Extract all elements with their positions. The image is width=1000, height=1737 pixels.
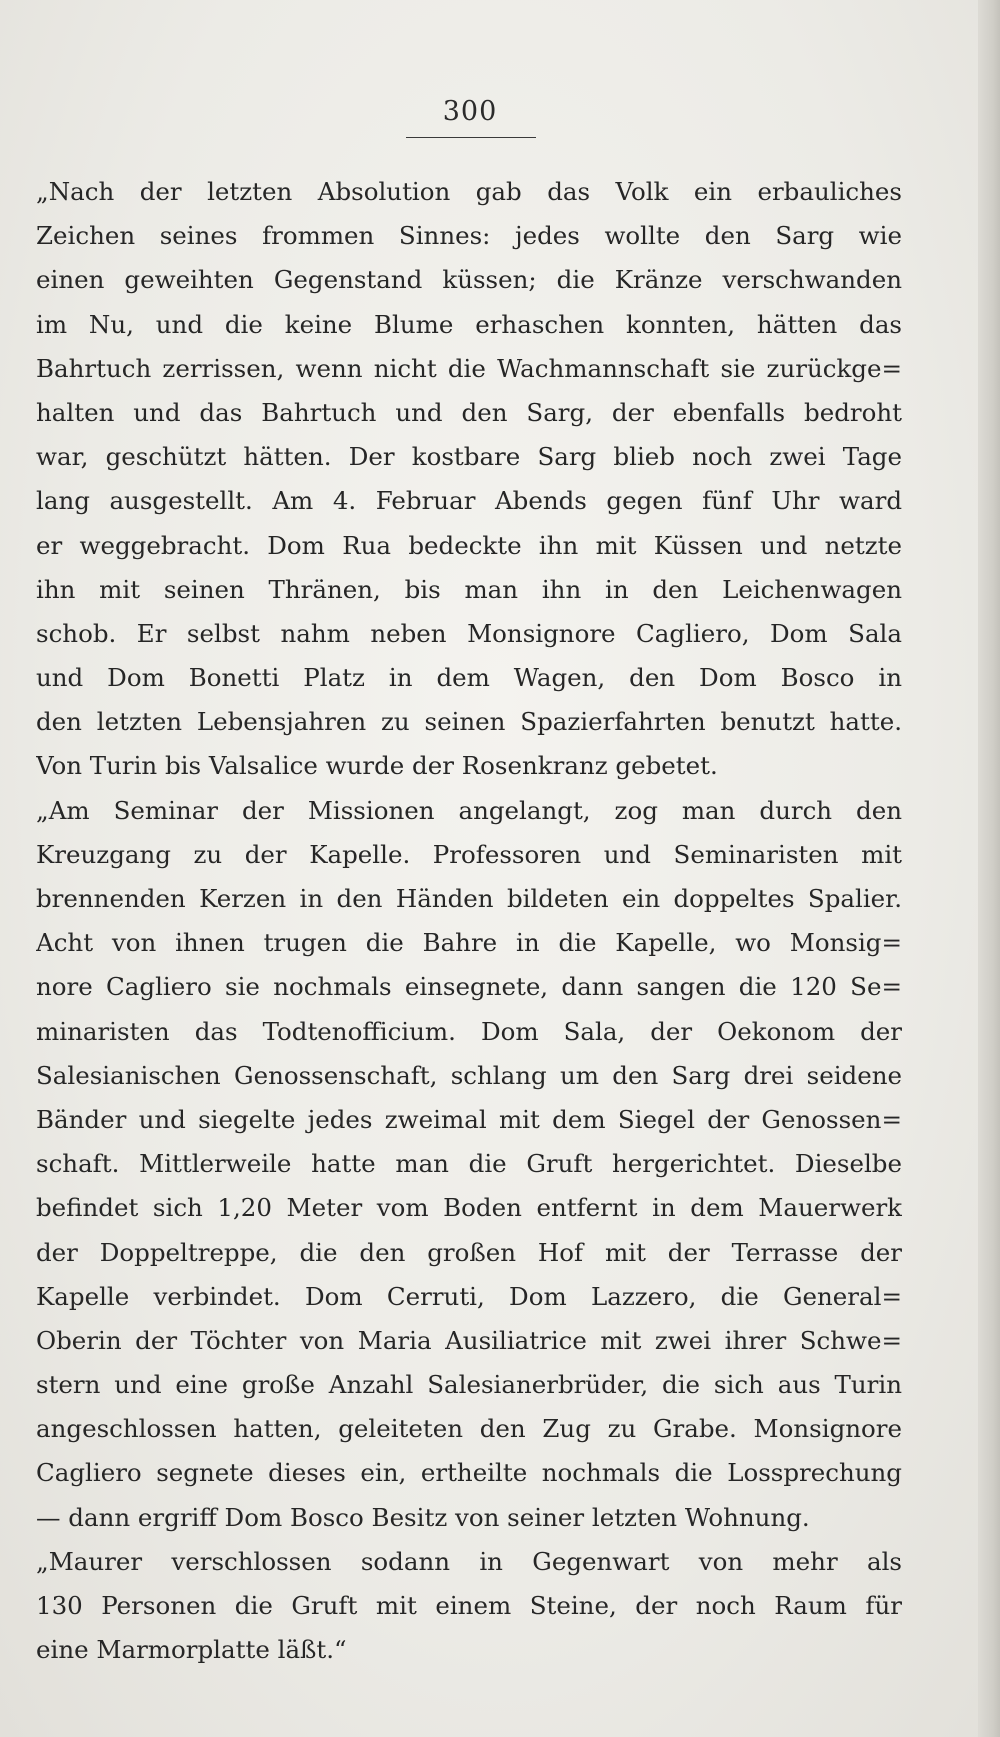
text-line: Acht von ihnen trugen die Bahre in die Kapelle, wo Monsig=: [36, 928, 902, 958]
text-line: Von Turin bis Valsalice wurde der Rosenkranz gebetet.: [36, 751, 718, 781]
text-line: halten und das Bahrtuch und den Sarg, der ebenfalls bedroht: [36, 397, 902, 427]
text-line: befindet sich 1,20 Meter vom Boden entfernt in dem Mauerwerk: [36, 1193, 902, 1223]
text-line: lang ausgestellt. Am 4. Februar Abends gegen fünf Uhr ward: [36, 486, 902, 516]
page-number: 300: [442, 96, 498, 127]
text-line: Salesianischen Genossenschaft, schlang um den Sarg drei seidene: [36, 1060, 902, 1090]
text-line: Kapelle verbindet. Dom Cerruti, Dom Lazzero, die General=: [36, 1281, 902, 1311]
text-line: stern und eine große Anzahl Salesianerbrüder, die sich aus Turin: [36, 1370, 902, 1400]
page-binding-edge: [978, 0, 1000, 1737]
text-line: Bahrtuch zerrissen, wenn nicht die Wachmannschaft sie zurückge=: [36, 353, 902, 383]
text-line: angeschlossen hatten, geleiteten den Zug zu Grabe. Monsignore: [36, 1414, 902, 1444]
body-text: [36, 170, 902, 1672]
text-line: „Am Seminar der Missionen angelangt, zog man durch den: [36, 795, 902, 825]
text-line: Bänder und siegelte jedes zweimal mit dem Siegel der Genossen=: [36, 1104, 902, 1134]
text-line: „Maurer verschlossen sodann in Gegenwart von mehr als: [36, 1546, 902, 1576]
text-line: brennenden Kerzen in den Händen bildeten ein doppeltes Spalier.: [36, 884, 902, 913]
text-line: ihn mit seinen Thränen, bis man ihn in den Leichenwagen: [36, 574, 902, 604]
text-line: „Nach der letzten Absolution gab das Volk ein erbauliches: [36, 177, 902, 206]
text-line: war, geschützt hätten. Der kostbare Sarg blieb noch zwei Tage: [36, 442, 902, 472]
text-line: — dann ergriff Dom Bosco Besitz von seiner letzten Wohnung.: [36, 1502, 810, 1532]
text-line: er weggebracht. Dom Rua bedeckte ihn mit Küssen und netzte: [36, 530, 902, 560]
text-line: 130 Personen die Gruft mit einem Steine, der noch Raum für: [36, 1591, 902, 1620]
text-line: nore Cagliero sie nochmals einsegnete, dann sangen die 120 Se=: [36, 972, 902, 1002]
text-line: minaristen das Todtenofficium. Dom Sala, der Oekonom der: [36, 1016, 902, 1046]
header-rule: [406, 137, 536, 138]
text-line: Kreuzgang zu der Kapelle. Professoren und Seminaristen mit: [36, 839, 902, 869]
text-line: eine Marmorplatte läßt.“: [36, 1635, 347, 1665]
text-line: Cagliero segnete dieses ein, ertheilte nochmals die Lossprechung: [36, 1458, 902, 1488]
text-line: schob. Er selbst nahm neben Monsignore Cagliero, Dom Sala: [36, 618, 902, 648]
text-line: schaft. Mittlerweile hatte man die Gruft hergerichtet. Dieselbe: [36, 1149, 902, 1179]
text-line: und Dom Bonetti Platz in dem Wagen, den Dom Bosco in: [36, 663, 902, 693]
text-line: der Doppeltreppe, die den großen Hof mit der Terrasse der: [36, 1237, 902, 1267]
text-line: Oberin der Töchter von Maria Ausiliatrice mit zwei ihrer Schwe=: [36, 1325, 902, 1355]
text-line: Zeichen seines frommen Sinnes: jedes wollte den Sarg wie: [36, 221, 902, 251]
text-line: den letzten Lebensjahren zu seinen Spazierfahrten benutzt hatte.: [36, 707, 902, 737]
text-line: im Nu, und die keine Blume erhaschen konnten, hätten das: [36, 309, 902, 339]
text-line: einen geweihten Gegenstand küssen; die Kränze verschwanden: [36, 265, 902, 295]
